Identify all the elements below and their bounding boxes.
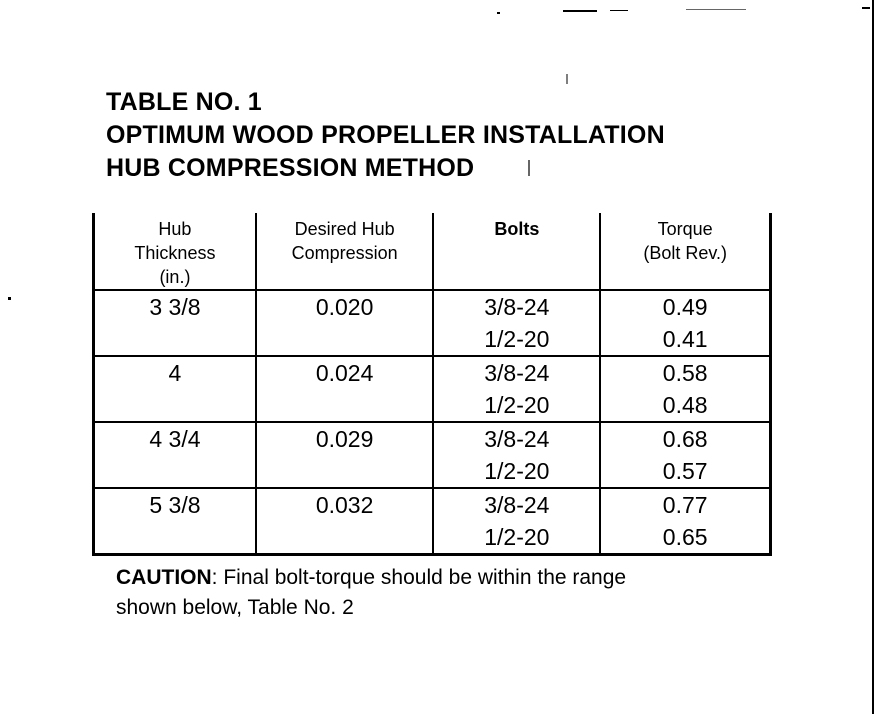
scan-artifact: [862, 7, 870, 9]
cell-bolts: 3/8-24 1/2-20: [433, 488, 600, 555]
header-bolts: Bolts: [433, 213, 600, 290]
caution-line-1: [116, 563, 626, 593]
table-row: [94, 422, 771, 488]
cell-bolts: 3/8-24 1/2-20: [433, 356, 600, 422]
scan-artifact: [686, 9, 746, 10]
cell-hub-thickness: 5 3/8: [94, 488, 256, 555]
scan-artifact: [610, 10, 628, 11]
caution-label: CAUTION: [116, 566, 212, 589]
cell-hub-thickness: 3 3/8: [94, 290, 256, 356]
caution-text-1: : Final bolt-torque should be within the range: [211, 566, 627, 589]
cell-compression: 0.029: [256, 422, 433, 488]
header-desired-compression: Desired Hub Compression: [256, 213, 433, 290]
cell-torque: 0.58 0.48: [600, 356, 770, 422]
header-hub-thickness: Hub Thickness (in.): [94, 213, 256, 290]
title-line-1: TABLE NO. 1: [106, 88, 262, 116]
cell-bolts: 3/8-24 1/2-20: [433, 290, 600, 356]
cell-torque: 0.77 0.65: [600, 488, 770, 555]
cell-torque: 0.49 0.41: [600, 290, 770, 356]
cell-torque: 0.68 0.57: [600, 422, 770, 488]
title-line-2: OPTIMUM WOOD PROPELLER INSTALLATION: [106, 121, 665, 149]
scan-artifact: [563, 10, 597, 12]
cell-hub-thickness: 4: [94, 356, 256, 422]
cell-compression: 0.020: [256, 290, 433, 356]
caution-note: [116, 563, 626, 623]
scan-artifact: [497, 12, 500, 14]
table-row: [94, 290, 771, 356]
caution-text-2: shown below, Table No. 2: [116, 596, 354, 619]
scan-artifact: [566, 74, 568, 84]
header-torque: Torque (Bolt Rev.): [600, 213, 770, 290]
cell-compression: 0.032: [256, 488, 433, 555]
cell-bolts: 3/8-24 1/2-20: [433, 422, 600, 488]
hub-compression-table: [92, 213, 772, 556]
cell-compression: 0.024: [256, 356, 433, 422]
table-row: [94, 488, 771, 555]
table-row: [94, 356, 771, 422]
table-title: [106, 86, 665, 185]
header-row: [94, 213, 771, 290]
cell-hub-thickness: 4 3/4: [94, 422, 256, 488]
title-line-3: HUB COMPRESSION METHOD: [106, 154, 475, 182]
scan-artifact: [8, 297, 11, 300]
